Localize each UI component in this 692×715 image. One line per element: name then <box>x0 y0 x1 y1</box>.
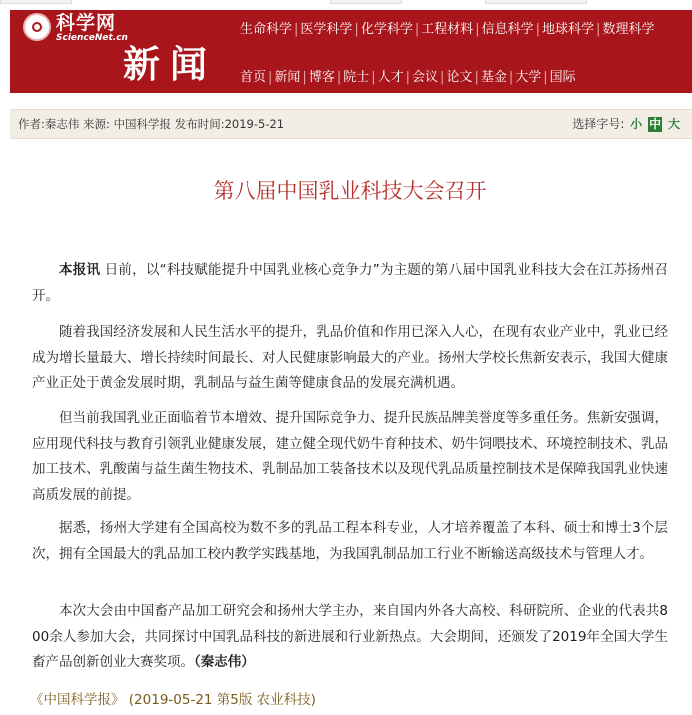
site-logo[interactable] <box>20 11 127 47</box>
publish-time: 2019-5-21 <box>224 117 285 131</box>
source-citation[interactable]: 《中国科学报》 (2019-05-21 第5版 农业科技) <box>30 692 316 708</box>
paragraph-3: 但当前我国乳业正面临着节本增效、提升国际竞争力、提升民族品牌美誉度等多重任务。焦新安强调，应用现代科技与教育引领乳业健康发展，建立健全现代奶牛育种技术、奶牛饲喂技术、环境控制技术、乳品加工技术、乳酸菌与益生菌生物技术、乳制品加工装备技术以及现代乳品质量控制技术是保障我国乳业快速高质发展的前提。 <box>32 410 668 503</box>
author-label: 作者: <box>18 117 45 131</box>
logo-seal-icon <box>23 13 51 41</box>
nav-international[interactable]: 国际 <box>549 70 576 85</box>
font-size-selector <box>572 110 680 138</box>
site-header <box>10 10 692 93</box>
browser-top-strip <box>0 0 692 10</box>
paragraph-5 <box>32 599 668 676</box>
byline: （秦志伟） <box>194 654 255 670</box>
font-size-large-button[interactable]: 大 <box>667 117 680 131</box>
nav-earth-science[interactable]: 地球科学 <box>542 22 595 37</box>
nav-information[interactable]: 信息科学 <box>481 22 534 37</box>
paragraph-2: 随着我国经济发展和人民生活水平的提升，乳品价值和作用已深入人心，在现有农业产业中，乳业已经成为增长量最大、增长持续时间最长、对人民健康影响最大的产业。扬州大学校长焦新安表示，我国大健康产业正处于黄金发展时期，乳制品与益生菌等健康食品的发展充满机遇。 <box>32 324 668 391</box>
section-title: 新闻 <box>123 43 217 86</box>
logo-domain: ScienceNet.cn <box>56 33 128 43</box>
paragraph-5-text: 本次大会由中国畜产品加工研究会和扬州大学主办，来自国内外各大高校、科研院所、企业的代表共800余人参加大会，共同探讨中国乳品科技的新进展和行业新热点。大会期间，还颁发了2019年全国大学生畜产品创新创业大赛奖项。 <box>32 603 668 670</box>
paragraph-4: 据悉，扬州大学建有全国高校为数不多的乳品工程本科专业，人才培养覆盖了本科、硕士和博士3个层次，拥有全国最大的乳品加工校内教学实践基地，为我国乳制品加工行业不断输送高级技术与管理人才。 <box>32 520 668 562</box>
top-control-mid <box>330 0 402 4</box>
nav-life-science[interactable]: 生命科学 <box>240 22 293 37</box>
article-title: 第八届中国乳业科技大会召开 <box>213 179 487 203</box>
main-nav: 首页 | 新闻 | 博客 | 院士 | 人才 | 会议 | 论文 | 基金 | 大学 | 国际 <box>240 66 692 86</box>
nav-academicians[interactable]: 院士 <box>343 70 370 85</box>
top-control-right <box>485 0 587 4</box>
font-size-small-button[interactable]: 小 <box>630 117 643 131</box>
nav-conference[interactable]: 会议 <box>412 70 439 85</box>
article-meta <box>18 110 284 138</box>
top-control-left <box>0 0 72 4</box>
nav-medical-science[interactable]: 医学科学 <box>300 22 353 37</box>
time-label: 发布时间: <box>174 117 225 131</box>
dateline-lead: 本报讯 <box>59 262 101 278</box>
source-label: 来源: <box>83 117 110 131</box>
source-name: 中国科学报 <box>113 117 172 131</box>
nav-talent[interactable]: 人才 <box>377 70 404 85</box>
nav-funding[interactable]: 基金 <box>480 70 507 85</box>
nav-blog[interactable]: 博客 <box>308 70 335 85</box>
nav-math-physics[interactable]: 数理科学 <box>602 22 655 37</box>
nav-engineering[interactable]: 工程材料 <box>421 22 474 37</box>
nav-news[interactable]: 新闻 <box>274 70 301 85</box>
nav-papers[interactable]: 论文 <box>446 70 473 85</box>
author-name: 秦志伟 <box>44 117 80 131</box>
logo-text: 科学网 <box>56 12 117 34</box>
paragraph-1-text: 日前，以“科技赋能提升中国乳业核心竞争力”为主题的第八届中国乳业科技大会在江苏扬州召开。 <box>32 262 669 304</box>
article-meta-bar <box>10 109 692 139</box>
nav-home[interactable]: 首页 <box>240 70 267 85</box>
paragraph-1 <box>32 258 668 309</box>
discipline-nav: 生命科学 | 医学科学 | 化学科学 | 工程材料 | 信息科学 | 地球科学 | 数理科学 <box>240 18 692 38</box>
nav-university[interactable]: 大学 <box>515 70 542 85</box>
nav-chemistry[interactable]: 化学科学 <box>360 22 413 37</box>
font-size-medium-button[interactable]: 中 <box>649 117 662 131</box>
font-size-label: 选择字号: <box>572 117 625 131</box>
